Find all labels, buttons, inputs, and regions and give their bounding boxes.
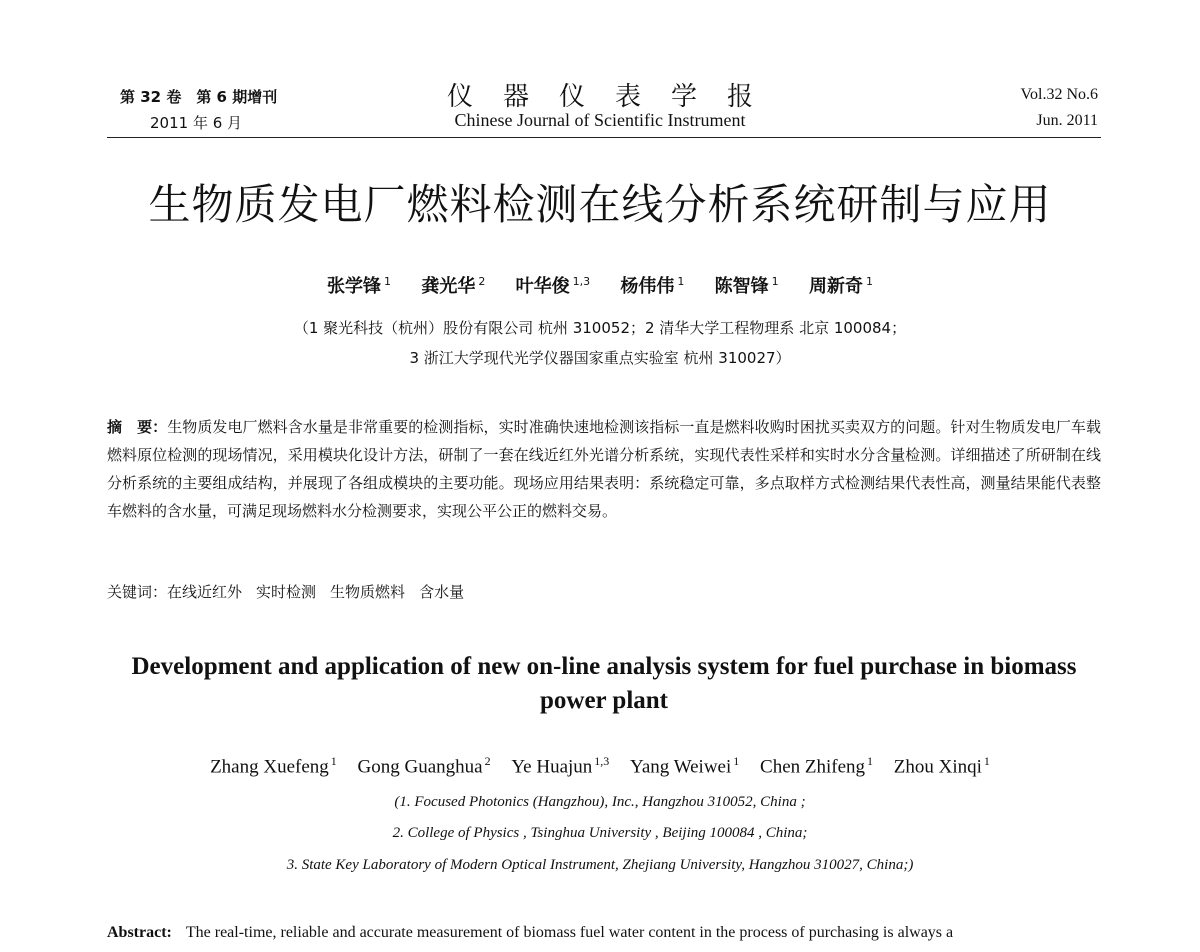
keywords-label-cn: 关键词： xyxy=(107,583,168,601)
author-cn xyxy=(421,272,485,298)
author-cn xyxy=(809,272,873,298)
author-cn xyxy=(620,272,684,298)
affiliation-en-line1: (1. Focused Photonics (Hangzhou), Inc., Hangzhou 310052, China ; xyxy=(394,794,806,810)
author-name: Gong Guanghua xyxy=(357,756,483,778)
author-name: 陈智锋 xyxy=(714,276,769,297)
paper-title-cn: 生物质发电厂燃料检测在线分析系统研制与应用 xyxy=(148,180,1052,229)
author-affiliation-mark: 1 xyxy=(865,275,873,288)
keyword: 在线近红外 xyxy=(167,583,243,601)
journal-header xyxy=(0,0,1200,140)
abstract-en xyxy=(107,924,1101,942)
author-affiliation-mark: 1,3 xyxy=(594,754,610,768)
author-name: Zhou Xinqi xyxy=(893,756,982,778)
volume-issue: 第 32 卷 第 6 期增刊 xyxy=(120,88,278,106)
author-affiliation-mark: 1 xyxy=(983,754,990,768)
author-affiliation-mark: 1 xyxy=(330,754,337,768)
author-name: Yang Weiwei xyxy=(630,756,732,778)
author-en xyxy=(760,754,873,778)
abstract-label-cn: 摘 要： xyxy=(107,418,168,436)
author-affiliation-mark: 2 xyxy=(478,275,486,288)
author-list-en xyxy=(0,754,1200,778)
author-name: 叶华俊 xyxy=(515,276,570,297)
author-cn xyxy=(327,272,391,298)
author-list-cn xyxy=(0,272,1200,298)
keyword: 含水量 xyxy=(419,583,465,601)
author-name: Ye Huajun xyxy=(511,756,593,778)
author-name: 周新奇 xyxy=(808,276,863,297)
affiliation-en-line2: 2. College of Physics , Tsinghua University , Beijing 100084 , China; xyxy=(392,825,808,841)
keyword: 实时检测 xyxy=(256,583,317,601)
author-affiliation-mark: 1 xyxy=(677,275,685,288)
author-cn xyxy=(516,272,591,298)
affiliation-cn-line2: 3 浙江大学现代光学仪器国家重点实验室 杭州 310027） xyxy=(409,349,791,367)
author-name: 杨伟伟 xyxy=(620,276,675,297)
header-rule xyxy=(107,137,1101,138)
publication-date-cn: 2011 年 6 月 xyxy=(150,114,243,132)
journal-name-cn: 仪器仪表学报 xyxy=(446,82,783,112)
author-en xyxy=(894,754,990,778)
author-affiliation-mark: 1 xyxy=(733,754,740,768)
volume-number-en: Vol.32 No.6 xyxy=(1020,86,1098,103)
author-name: 张学锋 xyxy=(327,276,382,297)
affiliation-cn-line1: （1 聚光科技（杭州）股份有限公司 杭州 310052；2 清华大学工程物理系 北京 100084； xyxy=(293,319,907,337)
author-affiliation-mark: 1 xyxy=(771,275,779,288)
author-affiliation-mark: 1 xyxy=(867,754,874,768)
author-name: Zhang Xuefeng xyxy=(210,756,329,778)
paper-title-en: Development and application of new on-line analysis system for fuel purchase in biomass power plant xyxy=(131,653,1077,714)
author-name: 龚光华 xyxy=(421,276,476,297)
author-en xyxy=(210,754,337,778)
author-name: Chen Zhifeng xyxy=(760,756,866,778)
abstract-cn xyxy=(107,413,1101,525)
author-en xyxy=(358,754,491,778)
abstract-text-cn: 生物质发电厂燃料含水量是非常重要的检测指标，实时准确快速地检测该指标一直是燃料收购时困扰买卖双方的问题。针对生物质发电厂车载燃料原位检测的现场情况，采用模块化设计方法，研制了一套在线近红外光谱分析系统，实现代表性采样和实时水分含量检测。详细描述了所研制在线分析系统的主要组成结构，并展现了各组成模块的主要功能。现场应用结果表明：系统稳定可靠，多点取样方式检测结果代表性高，测量结果能代表整车燃料的含水量，可满足现场燃料水分检测要求，实现公平公正的燃料交易。 xyxy=(107,418,1101,520)
keyword: 生物质燃料 xyxy=(330,583,406,601)
author-en xyxy=(511,754,609,778)
author-affiliation-mark: 1 xyxy=(384,275,392,288)
abstract-text-en: The real-time, reliable and accurate measurement of biomass fuel water content in the process of purchasing is always a xyxy=(185,924,954,941)
author-affiliation-mark: 1,3 xyxy=(572,275,591,288)
abstract-label-en: Abstract: xyxy=(107,924,172,941)
journal-name-en: Chinese Journal of Scientific Instrument xyxy=(454,110,746,130)
author-cn xyxy=(715,272,779,298)
author-affiliation-mark: 2 xyxy=(484,754,491,768)
author-en xyxy=(630,754,739,778)
affiliation-en-line3: 3. State Key Laboratory of Modern Optical Instrument, Zhejiang University, Hangzhou 310027, China;) xyxy=(286,857,914,873)
publication-date-en: Jun. 2011 xyxy=(1036,112,1098,129)
keywords-cn xyxy=(107,581,1101,602)
